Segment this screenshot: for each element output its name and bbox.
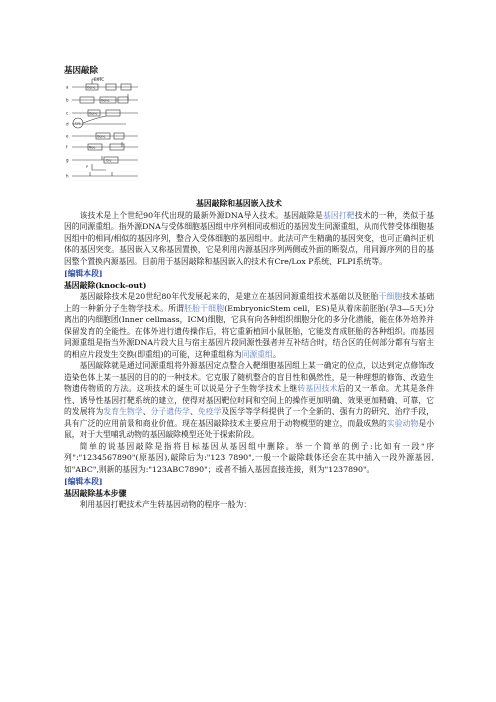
link-transgenic-technology[interactable]: 转基因技术 [297,384,338,393]
link-immunology[interactable]: 免疫学 [197,407,222,416]
row-label-b: b [66,97,69,103]
text-span: 是小鼠，对于大型哺乳动物的基因敲除模型还处于探索阶段。 [64,418,435,439]
section-heading-gene-knockout-knockin: 基因敲除和基因嵌入技术 [196,199,282,208]
text-span: 。 [272,349,281,359]
text-span: 及医学等学科提供了一个全新的、强有力的研究、治疗手段，具有广泛的应用前景和商业价值。现在基因敲除技术主要应用于动物模型的建立，而最成熟的 [64,407,435,428]
box-label-6: Cre [106,158,112,163]
text-span: 该技术是上个世纪90年代出现的最新外源DNA导入技术。基因敲除是 [79,210,323,220]
loop-label: Cre [75,121,81,126]
box-label-4: Gene [97,134,106,139]
text-span: 后的又一革命。尤其是条件性、诱导性基因打靶系统的建立，使得对基因靶位时间和空间上的操作更加明确、效果更加精确、可靠，它的发展将为 [64,384,435,416]
paragraph [64,291,434,360]
edit-section-link[interactable] [64,268,434,280]
paragraph: 简单的说基因敲除是指将目标基因从基因组中删除。举一个简单的例子:比如有一段"序列":"1234567890"(原基因),敲除后为:"123 7890",一般一个敲除载体还会在其中插入一段外源基因,如"ABC",则新的基因为:"123ABC7890"；或者不插入基因直接连接，则为"1237890"。 [64,441,434,474]
text-span: 技术的一种，类似于基因的同源重组。指外源DNA与受体细胞基因组中序列相同或相近的基因发生同源重组，从而代替受体细胞基因组中的相同/相似的基因序列，整合入受体细胞的基因组中。此法可产生精确的基因突变，也可正确纠正机体的基因突变。基因嵌入又称基因置换，它是利用内源基因序列两侧或外面的断裂点，用同源序列的目的基因整个置换内源基因。目前用于基因敲除和基因嵌入的技术有Cre/Lox P系统、FLPI系统等。 [64,210,435,266]
text-span: (EmbryonicStem cell，ES)是从着床前胚胎(孕3—5天)分离出的内细胞团(Inner cellmass，ICM)细胞，它具有向各种组织细胞分化的多分化潜能，能在体外培养并保留发育的全能性。在体外进行遗传操作后，将它重新植回小鼠胚胎，它能发育成胚胎的各种组织。而基因同源重组是指当外源DNA片段大且与宿主基因片段同源性强者并互补结合时，结合区的任何部分都有与宿主的相应片段发生交换(即重组)的可能，这种重组称为 [64,303,435,359]
link-embryonic-stem-cell[interactable]: 胚胎干细胞 [184,303,225,313]
row-label-a: a [66,84,69,90]
row-label-h: h [66,173,69,179]
diagram-top-label: EXTC [94,77,105,82]
page-title: 基因敲除 [64,66,99,76]
text-span: 、 [190,407,198,416]
link-developmental-biology[interactable]: 发育生物学 [103,407,143,416]
box-label-5: Neo [89,145,96,150]
text-span: 、 [142,407,151,416]
link-homologous-recombination[interactable]: 同源重组 [241,349,273,359]
gene-targeting-diagram [66,76,178,188]
box-label-2: Gene [101,98,110,103]
section-heading-basic-steps: 基因敲除基本步骤 [64,488,127,498]
paragraph [64,210,434,268]
edit-section-link[interactable] [64,476,434,488]
row-label-e: e [66,133,69,139]
box-label-1: Gene [87,85,96,90]
edit-section-label[interactable]: [编辑本段] [64,477,103,486]
box-label-3: Gene [89,111,98,116]
paragraph: 利用基因打靶技术产生转基因动物的程序一般为： [79,500,252,509]
row-label-d: d [66,121,69,127]
article-content [64,198,434,511]
row-label-g: g [66,157,69,163]
text-span: 基因敲除就是通过同源重组将外源基因定点整合入靶细胞基因组上某一确定的位点，以达到定点修饰改造染色体上某一基因的目的的一种技术。它克服了随机整合的盲目性和偶然性，是一种理想的修饰、改造生物遗传物质的方法。这项技术的诞生可以说是分子生物学技术上继 [64,361,434,393]
link-gene-targeting[interactable]: 基因打靶 [322,210,355,220]
edit-section-label[interactable]: [编辑本段] [64,269,103,278]
link-molecular-genetics[interactable]: 分子遗传学 [150,407,190,416]
link-stem-cell[interactable]: 干细胞 [378,292,403,301]
text-span: 基因敲除技术是20世纪80年代发展起来的，是建立在基因同源重组技术基础以及胚胎 [79,292,379,301]
section-heading-knockout: 基因敲除(knock-out) [64,280,147,290]
paragraph [64,360,434,441]
row-label-f: f [66,144,68,150]
row-label-c: c [66,110,69,116]
text-span: 技术基础上的一种新分子生物学技术。所谓 [64,292,435,313]
p-label: P [86,165,88,169]
link-laboratory-animal[interactable]: 实验动物 [386,418,419,428]
